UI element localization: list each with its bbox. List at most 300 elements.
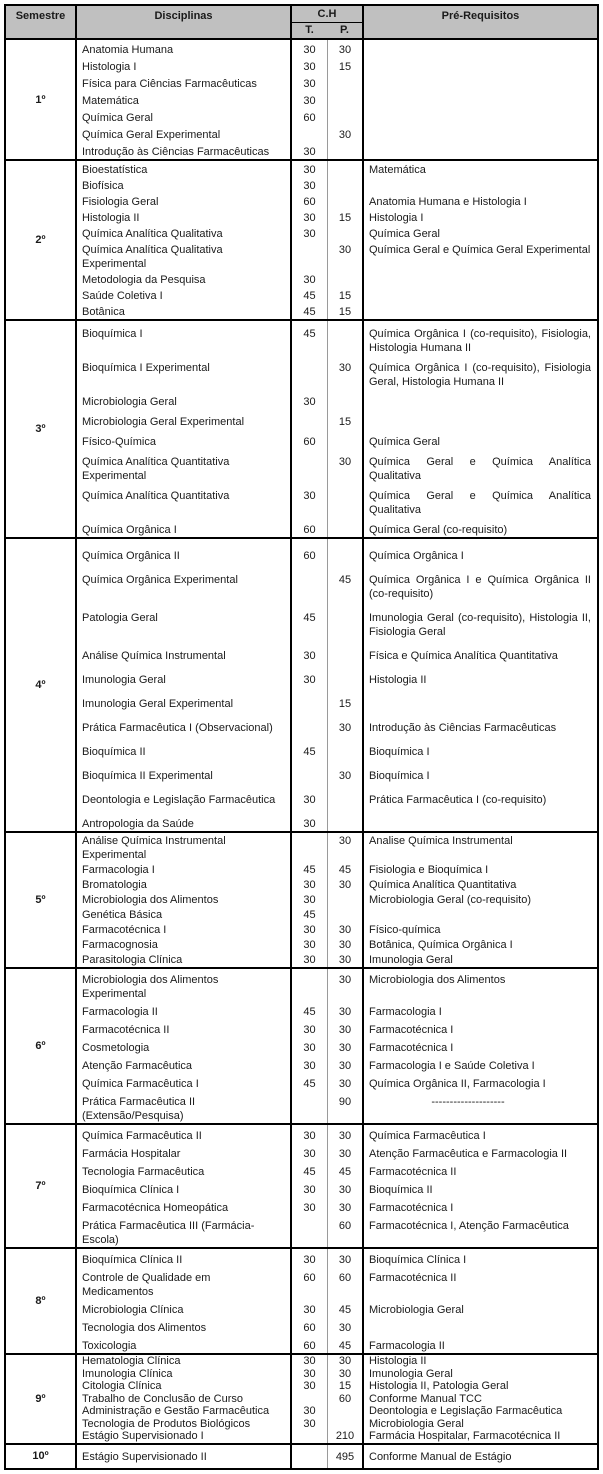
prerequisite-cell: Farmacotécnica II [362, 1161, 597, 1179]
semester-label: 3º [35, 423, 46, 435]
discipline-cell: Imunologia Clínica [75, 1368, 290, 1381]
prerequisite-cell [362, 125, 597, 142]
table-row [75, 892, 597, 907]
table-row [75, 563, 597, 601]
table-row [75, 1037, 597, 1055]
practice-hours-cell [327, 783, 362, 807]
theory-hours-cell: 30 [290, 1055, 327, 1073]
practice-hours-cell: 30 [327, 711, 362, 735]
discipline-cell: Bromatologia [75, 877, 290, 892]
theory-hours-cell: 60 [290, 1267, 327, 1299]
discipline-cell: Histologia I [75, 57, 290, 74]
prerequisite-cell: Farmacotécnica I [362, 1197, 597, 1215]
prerequisite-cell [362, 807, 597, 831]
discipline-cell: Metodologia da Pesquisa [75, 271, 290, 287]
table-row [75, 1055, 597, 1073]
discipline-cell: Introdução às Ciências Farmacêuticas [75, 142, 290, 159]
table-row [75, 1355, 597, 1368]
theory-hours-cell: 45 [290, 321, 327, 355]
practice-hours-cell: 45 [327, 1161, 362, 1179]
theory-hours-cell: 60 [290, 193, 327, 209]
practice-hours-cell [327, 161, 362, 177]
discipline-cell: Hematologia Clínica [75, 1355, 290, 1368]
semester-block [6, 319, 597, 537]
table-row [75, 241, 597, 271]
practice-hours-cell: 30 [327, 1125, 362, 1143]
discipline-cell: Imunologia Geral [75, 663, 290, 687]
theory-hours-cell: 30 [290, 1019, 327, 1037]
semester-rows [75, 161, 597, 319]
theory-hours-cell: 30 [290, 783, 327, 807]
prerequisite-cell: Farmacologia I [362, 1001, 597, 1019]
discipline-cell: Microbiologia dos Alimentos [75, 892, 290, 907]
practice-hours-cell: 30 [327, 969, 362, 1001]
prerequisite-cell: Química Geral e Química Geral Experimental [362, 241, 597, 271]
practice-hours-cell: 30 [327, 937, 362, 952]
prerequisite-cell: Química Geral e Química Analítica Qualitativa [362, 449, 597, 483]
practice-hours-cell [327, 1418, 362, 1431]
prerequisite-cell: Farmácia Hospitalar, Farmacotécnica II [362, 1430, 597, 1443]
table-row [75, 687, 597, 711]
practice-hours-cell: 30 [327, 1249, 362, 1267]
theory-hours-cell [290, 711, 327, 735]
prerequisite-cell: Química Orgânica I [362, 539, 597, 563]
discipline-cell: Microbiologia Geral Experimental [75, 409, 290, 429]
discipline-cell: Tecnologia de Produtos Biológicos [75, 1418, 290, 1431]
discipline-cell: Fisiologia Geral [75, 193, 290, 209]
practice-hours-cell [327, 193, 362, 209]
practice-hours-cell: 30 [327, 1001, 362, 1019]
prerequisite-cell [362, 108, 597, 125]
discipline-cell: Bioquímica I Experimental [75, 355, 290, 389]
table-row [75, 142, 597, 159]
table-row [75, 409, 597, 429]
discipline-cell: Botânica [75, 303, 290, 319]
semester-rows [75, 1125, 597, 1247]
theory-hours-cell: 60 [290, 1317, 327, 1335]
discipline-cell: Saúde Coletiva I [75, 287, 290, 303]
theory-hours-cell: 30 [290, 1299, 327, 1317]
discipline-cell: Bioquímica Clínica I [75, 1179, 290, 1197]
table-row [75, 177, 597, 193]
table-row [75, 449, 597, 483]
table-row [75, 1179, 597, 1197]
theory-hours-cell: 30 [290, 209, 327, 225]
prerequisite-cell: Conforme Manual TCC [362, 1393, 597, 1406]
theory-hours-cell: 30 [290, 892, 327, 907]
theory-hours-cell [290, 125, 327, 142]
discipline-cell: Química Geral [75, 108, 290, 125]
discipline-cell: Bioquímica II Experimental [75, 759, 290, 783]
table-row [75, 783, 597, 807]
theory-hours-cell: 30 [290, 1368, 327, 1381]
table-row [75, 833, 597, 862]
practice-hours-cell: 30 [327, 1055, 362, 1073]
theory-hours-cell: 30 [290, 74, 327, 91]
semester-label: 10º [32, 1450, 49, 1462]
theory-hours-cell: 30 [290, 952, 327, 967]
table-row [75, 125, 597, 142]
practice-hours-cell [327, 1405, 362, 1418]
prerequisite-cell: Química Geral [362, 225, 597, 241]
discipline-cell: Deontologia e Legislação Farmacêutica [75, 783, 290, 807]
prerequisite-cell: Prática Farmacêutica I (co-requisito) [362, 783, 597, 807]
theory-hours-cell: 30 [290, 1197, 327, 1215]
prerequisite-cell: Atenção Farmacêutica e Farmacologia II [362, 1143, 597, 1161]
semester-rows [75, 969, 597, 1123]
table-row [75, 57, 597, 74]
prerequisite-cell: Física e Química Analítica Quantitativa [362, 639, 597, 663]
practice-hours-cell: 30 [327, 1355, 362, 1368]
column-header-pratica: P. [340, 24, 349, 36]
discipline-cell: Farmácia Hospitalar [75, 1143, 290, 1161]
theory-hours-cell: 30 [290, 225, 327, 241]
prerequisite-cell: Analise Química Instrumental [362, 833, 597, 862]
theory-hours-cell: 30 [290, 1418, 327, 1431]
practice-hours-cell: 30 [327, 125, 362, 142]
prerequisite-cell: Farmacologia I e Saúde Coletiva I [362, 1055, 597, 1073]
table-row [75, 287, 597, 303]
discipline-cell: Química Analítica Qualitativa [75, 225, 290, 241]
prerequisite-cell: Deontologia e Legislação Farmacêutica [362, 1405, 597, 1418]
theory-hours-cell: 45 [290, 907, 327, 922]
prerequisite-cell: Química Geral [362, 429, 597, 449]
table-row [75, 1091, 597, 1123]
prerequisite-cell [362, 303, 597, 319]
discipline-cell: Análise Química Instrumental Experimental [75, 833, 290, 862]
table-row [75, 1001, 597, 1019]
theory-hours-cell [290, 687, 327, 711]
prerequisite-cell: Físico-química [362, 922, 597, 937]
prerequisite-cell: Histologia I [362, 209, 597, 225]
semester-rows [75, 539, 597, 831]
discipline-cell: Química Farmacêutica II [75, 1125, 290, 1143]
table-row [75, 1380, 597, 1393]
practice-hours-cell [327, 142, 362, 159]
discipline-cell: Química Analítica Qualitativa Experimental [75, 241, 290, 271]
prerequisite-cell: Farmacotécnica II [362, 1267, 597, 1299]
theory-hours-cell [290, 969, 327, 1001]
table-row [75, 1019, 597, 1037]
semester-block [6, 159, 597, 319]
theory-hours-cell: 30 [290, 483, 327, 517]
table-row [75, 759, 597, 783]
theory-hours-cell: 30 [290, 161, 327, 177]
practice-hours-cell [327, 271, 362, 287]
prerequisite-cell: Química Farmacêutica I [362, 1125, 597, 1143]
prerequisite-cell: Farmacotécnica I [362, 1037, 597, 1055]
semester-block [6, 831, 597, 967]
table-row [75, 303, 597, 319]
practice-hours-cell [327, 892, 362, 907]
practice-hours-cell: 45 [327, 563, 362, 601]
table-row [75, 639, 597, 663]
table-row [75, 1405, 597, 1418]
practice-hours-cell [327, 517, 362, 537]
semester-rows [75, 1355, 597, 1443]
prerequisite-cell: Bioquímica I [362, 735, 597, 759]
table-row [75, 1430, 597, 1443]
prerequisite-cell: Conforme Manual de Estágio [362, 1445, 597, 1468]
prerequisite-cell [362, 74, 597, 91]
column-header-teorica: T. [305, 24, 314, 36]
table-row [75, 429, 597, 449]
prerequisite-cell: Histologia II, Patologia Geral [362, 1380, 597, 1393]
practice-hours-cell: 15 [327, 1380, 362, 1393]
prerequisite-cell [362, 687, 597, 711]
semester-block [6, 1353, 597, 1443]
table-row [75, 1197, 597, 1215]
prerequisite-cell: Química Geral e Química Analítica Qualitativa [362, 483, 597, 517]
discipline-cell: Estágio Supervisionado I [75, 1430, 290, 1443]
theory-hours-cell: 30 [290, 177, 327, 193]
theory-hours-cell: 45 [290, 303, 327, 319]
column-header-semestre: Semestre [15, 10, 66, 22]
practice-hours-cell: 30 [327, 1317, 362, 1335]
prerequisite-cell: Química Orgânica II, Farmacologia I [362, 1073, 597, 1091]
table-row [75, 1125, 597, 1143]
prerequisite-cell: Botânica, Química Orgânica I [362, 937, 597, 952]
table-row [75, 1393, 597, 1406]
table-row [75, 922, 597, 937]
practice-hours-cell [327, 177, 362, 193]
prerequisite-cell: Introdução às Ciências Farmacêuticas [362, 711, 597, 735]
discipline-cell: Prática Farmacêutica II (Extensão/Pesquisa) [75, 1091, 290, 1123]
practice-hours-cell [327, 663, 362, 687]
prerequisite-cell: Fisiologia e Bioquímica I [362, 862, 597, 877]
prerequisite-cell [362, 271, 597, 287]
discipline-cell: Matemática [75, 91, 290, 108]
semester-label: 9º [35, 1392, 46, 1405]
practice-hours-cell: 30 [327, 1037, 362, 1055]
theory-hours-cell: 30 [290, 1355, 327, 1368]
discipline-cell: Bioquímica I [75, 321, 290, 355]
curriculum-table [4, 4, 599, 1470]
semester-blocks [6, 38, 597, 1468]
prerequisite-cell [362, 1317, 597, 1335]
theory-hours-cell: 30 [290, 1125, 327, 1143]
discipline-cell: Anatomia Humana [75, 40, 290, 57]
prerequisite-cell: Química Orgânica I (co-requisito), Fisiologia Geral, Histologia Humana II [362, 355, 597, 389]
table-row [75, 1143, 597, 1161]
discipline-cell: Prática Farmacêutica I (Observacional) [75, 711, 290, 735]
semester-label: 1º [35, 93, 46, 106]
theory-hours-cell: 45 [290, 735, 327, 759]
discipline-cell: Farmacotécnica Homeopática [75, 1197, 290, 1215]
practice-hours-cell [327, 807, 362, 831]
practice-hours-cell: 30 [327, 355, 362, 389]
semester-label: 8º [35, 1295, 46, 1307]
semester-block [6, 1123, 597, 1247]
theory-hours-cell: 30 [290, 937, 327, 952]
prerequisite-cell: Bioquímica II [362, 1179, 597, 1197]
prerequisite-cell: Imunologia Geral [362, 952, 597, 967]
prerequisite-cell: Bioquímica Clínica I [362, 1249, 597, 1267]
discipline-cell: Histologia II [75, 209, 290, 225]
practice-hours-cell [327, 907, 362, 922]
table-row [75, 108, 597, 125]
semester-block [6, 1247, 597, 1353]
practice-hours-cell [327, 429, 362, 449]
table-row [75, 1161, 597, 1179]
practice-hours-cell: 495 [327, 1445, 362, 1468]
table-row [75, 1418, 597, 1431]
theory-hours-cell: 30 [290, 91, 327, 108]
practice-hours-cell: 30 [327, 1179, 362, 1197]
discipline-cell: Farmacotécnica I [75, 922, 290, 937]
semester-label: 5º [35, 894, 46, 906]
discipline-cell: Prática Farmacêutica III (Farmácia-Escola) [75, 1215, 290, 1247]
prerequisite-cell: Química Orgânica I e Química Orgânica II (co-requisito) [362, 563, 597, 601]
discipline-cell: Parasitologia Clínica [75, 952, 290, 967]
table-row [75, 907, 597, 922]
prerequisite-cell: Química Analítica Quantitativa [362, 877, 597, 892]
semester-label: 2º [35, 234, 46, 246]
practice-hours-cell: 60 [327, 1215, 362, 1247]
prerequisite-cell [362, 409, 597, 429]
practice-hours-cell [327, 225, 362, 241]
discipline-cell: Farmacologia II [75, 1001, 290, 1019]
practice-hours-cell: 30 [327, 877, 362, 892]
theory-hours-cell: 60 [290, 517, 327, 537]
practice-hours-cell: 30 [327, 1073, 362, 1091]
semester-rows [75, 1249, 597, 1353]
theory-hours-cell [290, 1091, 327, 1123]
discipline-cell: Bioquímica Clínica II [75, 1249, 290, 1267]
theory-hours-cell: 30 [290, 1249, 327, 1267]
table-row [75, 1335, 597, 1353]
practice-hours-cell: 30 [327, 1368, 362, 1381]
practice-hours-cell [327, 321, 362, 355]
theory-hours-cell: 60 [290, 539, 327, 563]
discipline-cell: Física para Ciências Farmacêuticas [75, 74, 290, 91]
prerequisite-cell: Microbiologia Geral [362, 1299, 597, 1317]
semester-label: 7º [35, 1180, 46, 1192]
table-row [75, 862, 597, 877]
table-row [75, 1299, 597, 1317]
discipline-cell: Microbiologia Clínica [75, 1299, 290, 1317]
practice-hours-cell: 15 [327, 303, 362, 319]
column-header-pre-requisitos: Pré-Requisitos [362, 6, 597, 38]
semester-block [6, 1443, 597, 1468]
practice-hours-cell: 30 [327, 922, 362, 937]
column-header-disciplinas: Disciplinas [75, 6, 290, 38]
semester-block [6, 967, 597, 1123]
table-row [75, 711, 597, 735]
table-row [75, 877, 597, 892]
theory-hours-cell [290, 355, 327, 389]
discipline-cell: Citologia Clínica [75, 1380, 290, 1393]
theory-hours-cell: 60 [290, 1335, 327, 1353]
table-row [75, 355, 597, 389]
practice-hours-cell: 15 [327, 687, 362, 711]
practice-hours-cell [327, 735, 362, 759]
practice-hours-cell: 60 [327, 1393, 362, 1406]
theory-hours-cell: 30 [290, 663, 327, 687]
theory-hours-cell [290, 563, 327, 601]
discipline-cell: Farmacotécnica II [75, 1019, 290, 1037]
practice-hours-cell: 30 [327, 449, 362, 483]
practice-hours-cell [327, 639, 362, 663]
practice-hours-cell: 30 [327, 1197, 362, 1215]
table-row [75, 735, 597, 759]
table-header [6, 6, 597, 38]
theory-hours-cell [290, 241, 327, 271]
theory-hours-cell: 30 [290, 922, 327, 937]
prerequisite-cell: -------------------- [362, 1091, 597, 1123]
theory-hours-cell [290, 833, 327, 862]
prerequisite-cell [362, 389, 597, 409]
theory-hours-cell: 45 [290, 1161, 327, 1179]
prerequisite-cell: Histologia II [362, 1355, 597, 1368]
practice-hours-cell: 15 [327, 209, 362, 225]
discipline-cell: Atenção Farmacêutica [75, 1055, 290, 1073]
discipline-cell: Análise Química Instrumental [75, 639, 290, 663]
prerequisite-cell [362, 91, 597, 108]
table-row [75, 483, 597, 517]
table-row [75, 952, 597, 967]
theory-hours-cell [290, 449, 327, 483]
prerequisite-cell: Farmacologia II [362, 1335, 597, 1353]
discipline-cell: Trabalho de Conclusão de Curso [75, 1393, 290, 1406]
prerequisite-cell: Farmacotécnica I [362, 1019, 597, 1037]
table-row [75, 389, 597, 409]
theory-hours-cell [290, 1215, 327, 1247]
column-header-ch [290, 6, 362, 38]
discipline-cell: Físico-Química [75, 429, 290, 449]
theory-hours-cell: 30 [290, 1380, 327, 1393]
theory-hours-cell: 45 [290, 1001, 327, 1019]
theory-hours-cell: 30 [290, 142, 327, 159]
practice-hours-cell: 30 [327, 833, 362, 862]
theory-hours-cell: 60 [290, 429, 327, 449]
prerequisite-cell: Química Orgânica I (co-requisito), Fisiologia, Histologia Humana II [362, 321, 597, 355]
table-row [75, 225, 597, 241]
discipline-cell: Imunologia Geral Experimental [75, 687, 290, 711]
table-row [75, 1249, 597, 1267]
discipline-cell: Química Orgânica Experimental [75, 563, 290, 601]
column-header-ch-label: C.H [292, 6, 362, 23]
practice-hours-cell: 60 [327, 1267, 362, 1299]
table-row [75, 807, 597, 831]
theory-hours-cell: 30 [290, 1037, 327, 1055]
discipline-cell: Farmacologia I [75, 862, 290, 877]
prerequisite-cell [362, 907, 597, 922]
theory-hours-cell [290, 759, 327, 783]
practice-hours-cell [327, 389, 362, 409]
table-row [75, 663, 597, 687]
discipline-cell: Patologia Geral [75, 601, 290, 639]
semester-label: 6º [35, 1040, 46, 1052]
discipline-cell: Microbiologia dos Alimentos Experimental [75, 969, 290, 1001]
semester-rows [75, 833, 597, 967]
theory-hours-cell: 45 [290, 862, 327, 877]
prerequisite-cell: Química Geral (co-requisito) [362, 517, 597, 537]
discipline-cell: Estágio Supervisionado II [75, 1445, 290, 1468]
theory-hours-cell: 60 [290, 108, 327, 125]
theory-hours-cell: 30 [290, 807, 327, 831]
practice-hours-cell: 30 [327, 759, 362, 783]
table-row [75, 321, 597, 355]
theory-hours-cell: 30 [290, 639, 327, 663]
theory-hours-cell: 30 [290, 271, 327, 287]
practice-hours-cell [327, 108, 362, 125]
prerequisite-cell: Matemática [362, 161, 597, 177]
theory-hours-cell [290, 1445, 327, 1468]
prerequisite-cell: Microbiologia Geral [362, 1418, 597, 1431]
practice-hours-cell: 30 [327, 1019, 362, 1037]
semester-rows [75, 40, 597, 159]
